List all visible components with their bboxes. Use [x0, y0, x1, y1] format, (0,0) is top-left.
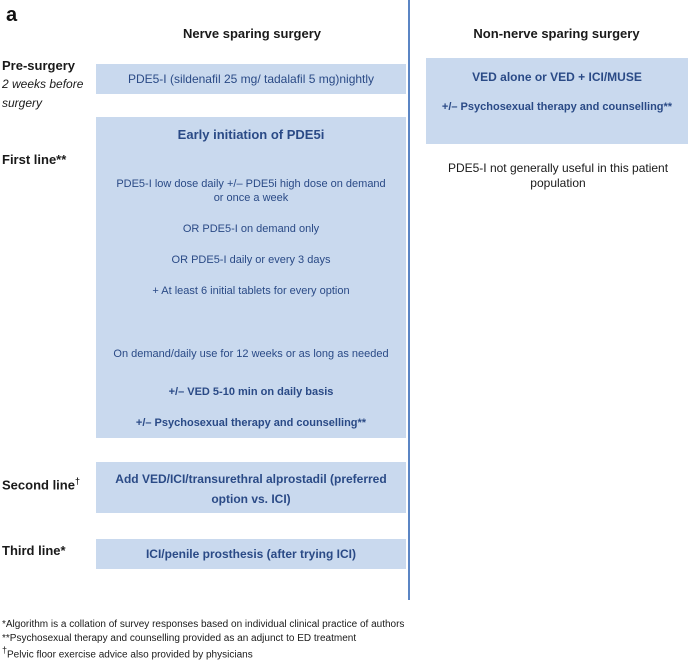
footnote-3	[2, 645, 253, 660]
first-line-title: Early initiation of PDE5i	[177, 127, 325, 142]
row-label-first-line: First line**	[2, 152, 67, 167]
first-line-item-2: OR PDE5-I on demand only	[182, 223, 320, 235]
column-header-non-nerve-sparing: Non-nerve sparing surgery	[473, 26, 640, 41]
footnote-2: **Psychosexual therapy and counselling provided as an adjunct to ED treatment	[2, 633, 357, 644]
second-line-text: Second line	[2, 477, 75, 493]
footnote-3-text: Pelvic floor exercise advice also provided by physicians	[7, 649, 253, 660]
non-nerve-box-line-1: VED alone or VED + ICI/MUSE	[472, 70, 642, 84]
pre-surgery-box	[96, 64, 406, 94]
non-nerve-note-line-1: PDE5-I not generally useful in this patient	[447, 161, 669, 175]
first-line-item-7: +/– Psychosexual therapy and counselling**	[135, 417, 367, 429]
column-header-nerve-sparing: Nerve sparing surgery	[182, 26, 321, 41]
row-label-third-line: Third line*	[2, 543, 66, 558]
non-nerve-sparing-box	[426, 58, 688, 144]
first-line-item-1a: PDE5-I low dose daily +/– PDE5i high dose on demand	[116, 178, 386, 190]
row-label-pre-surgery: Pre-surgery	[2, 58, 75, 73]
footnote-3-mark: †	[2, 645, 8, 655]
column-divider	[408, 0, 410, 600]
second-line-box	[96, 462, 406, 513]
non-nerve-note-line-2: population	[530, 176, 586, 190]
first-line-item-1b: or once a week	[213, 192, 289, 204]
second-line-box-line-2: option vs. ICI)	[211, 492, 291, 506]
second-line-mark: †	[74, 476, 80, 486]
pre-surgery-box-text: PDE5-I (sildenafil 25 mg/ tadalafil 5 mg)nightly	[127, 72, 375, 86]
panel-letter: a	[6, 4, 18, 26]
non-nerve-box-line-2: +/– Psychosexual therapy and counselling**	[441, 101, 673, 113]
row-label-second-line	[2, 476, 80, 492]
third-line-box-text: ICI/penile prosthesis (after trying ICI)	[145, 547, 357, 561]
first-line-item-3: OR PDE5-I daily or every 3 days	[171, 254, 331, 266]
row-sub-pre-surgery-1: 2 weeks before	[2, 77, 84, 91]
first-line-item-5: On demand/daily use for 12 weeks or as long as needed	[113, 348, 389, 360]
first-line-item-6: +/– VED 5-10 min on daily basis	[168, 386, 334, 398]
first-line-item-4: + At least 6 initial tablets for every option	[152, 285, 350, 297]
third-line-box	[96, 539, 406, 569]
second-line-box-line-1: Add VED/ICI/transurethral alprostadil (preferred	[115, 472, 387, 486]
first-line-box	[96, 117, 406, 438]
footnote-1: *Algorithm is a collation of survey responses based on individual clinical practice of authors	[2, 619, 405, 630]
row-sub-pre-surgery-2: surgery	[2, 96, 43, 110]
